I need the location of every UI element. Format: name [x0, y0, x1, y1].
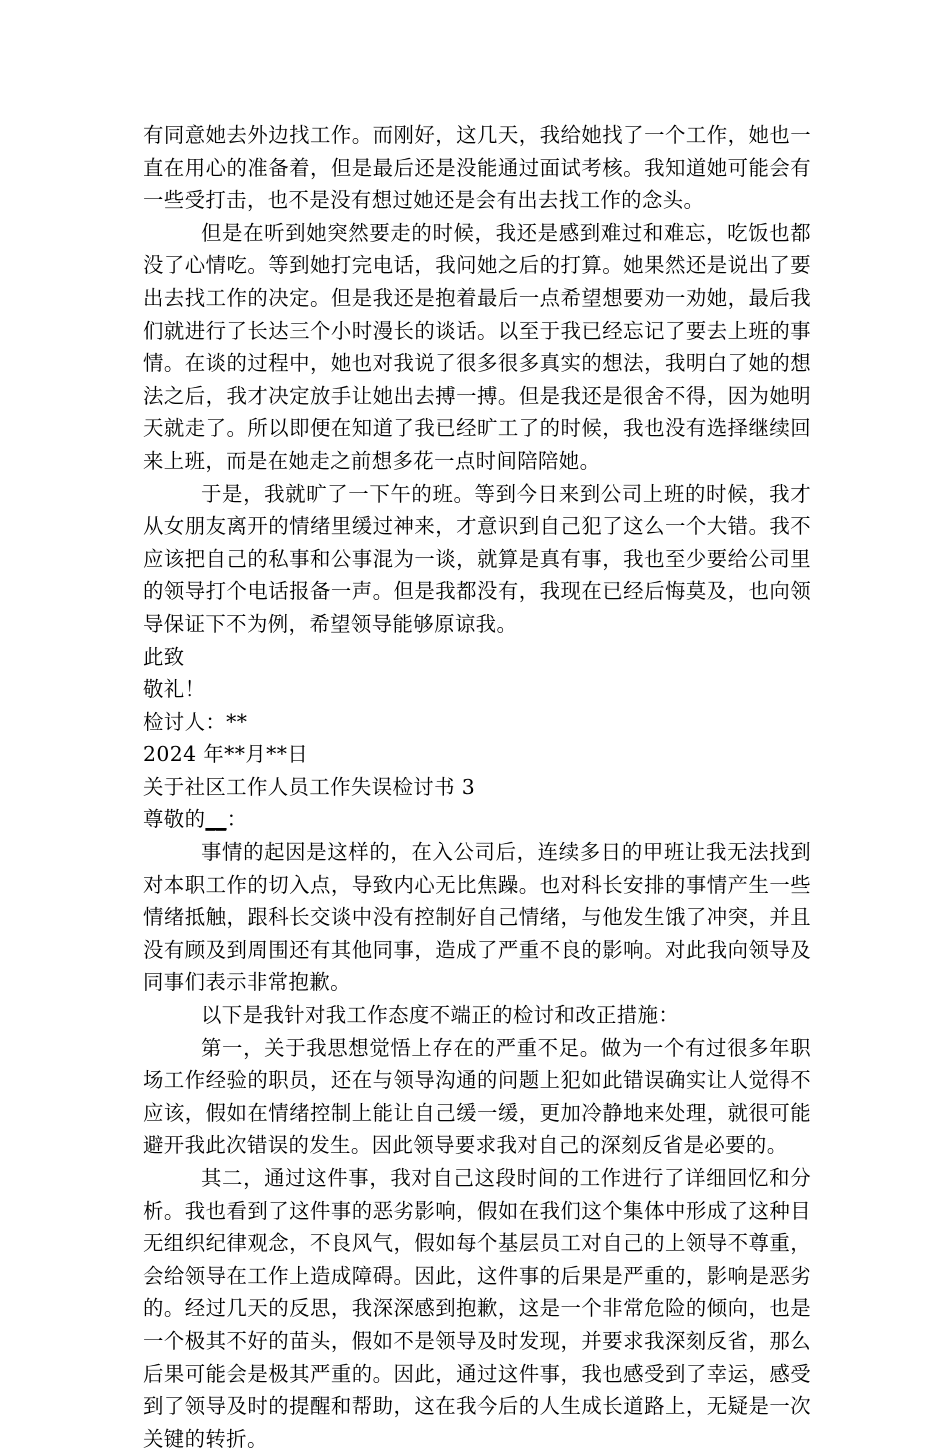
closing-line-1: 此致 — [143, 644, 185, 669]
salutation-prefix: 尊敬的 — [143, 807, 206, 832]
paragraph-first-point: 第一，关于我思想觉悟上存在的严重不足。做为一个有过很多年职场工作经验的职员，还在与领导沟通的问题上犯如此错误确实让人觉得不应该，假如在情绪控制上能让自己缓一缓，更加冷静地来处理，就很可能避开我此次错误的发生。因此领导要求我对自己的深刻反省是必要的。 — [143, 1035, 811, 1158]
paragraph-intro-measures: 以下是我针对我工作态度不端正的检讨和改正措施： — [201, 1003, 680, 1028]
section-title: 关于社区工作人员工作失误检讨书 3 — [143, 774, 476, 799]
salutation-line — [143, 803, 811, 836]
paragraph-cause: 事情的起因是这样的，在入公司后，连续多日的甲班让我无法找到对本职工作的切入点，导致内心无比焦躁。也对科长安排的事情产生一些情绪抵触，跟科长交谈中没有控制好自己情绪，与他发生饿了冲突，并且没有顾及到周围还有其他同事，造成了严重不良的影响。对此我向领导及同事们表示非常抱歉。 — [143, 840, 811, 995]
document-page — [143, 119, 811, 1455]
closing-line-2: 敬礼！ — [143, 677, 206, 702]
paragraph-continuation: 有同意她去外边找工作。而刚好，这几天，我给她找了一个工作，她也一直在用心的准备着，但是最后还是没能通过面试考核。我知道她可能会有一些受打击，也不是没有想过她还是会有出去找工作的念头。 — [143, 123, 811, 213]
salutation-suffix: ： — [226, 807, 248, 832]
paragraph-absence: 于是，我就旷了一下午的班。等到今日来到公司上班的时候，我才从女朋友离开的情绪里缓过神来，才意识到自己犯了这么一个大错。我不应该把自己的私事和公事混为一谈，就算是真有事，我也至少要给公司里的领导打个电话报备一声。但是我都没有，我现在已经后悔莫及，也向领导保证下不为例，希望领导能够原谅我。 — [143, 481, 811, 636]
signer-line: 检讨人：** — [143, 709, 248, 734]
paragraph-second-point: 其二，通过这件事，我对自己这段时间的工作进行了详细回忆和分析。我也看到了这件事的恶劣影响，假如在我们这个集体中形成了这种目无组织纪律观念，不良风气，假如每个基层员工对自己的上领导不尊重，会给领导在工作上造成障碍。因此，这件事的后果是严重的，影响是恶劣的。经过几天的反思，我深深感到抱歉，这是一个非常危险的倾向，也是一个极其不好的苗头，假如不是领导及时发现，并要求我深刻反省，那么后果可能会是极其严重的。因此，通过这件事，我也感受到了幸运，感受到了领导及时的提醒和帮助，这在我今后的人生成长道路上，无疑是一次关键的转折。 — [143, 1166, 811, 1451]
paragraph-feelings: 但是在听到她突然要走的时候，我还是感到难过和难忘，吃饭也都没了心情吃。等到她打完电话，我问她之后的打算。她果然还是说出了要出去找工作的决定。但是我还是抱着最后一点希望想要劝一劝她，最后我们就进行了长达三个小时漫长的谈话。以至于我已经忘记了要去上班的事情。在谈的过程中，她也对我说了很多很多真实的想法，我明白了她的想法之后，我才决定放手让她出去搏一搏。但是我还是很舍不得，因为她明天就走了。所以即便在知道了我已经旷工了的时候，我也没有选择继续回来上班，而是在她走之前想多花一点时间陪陪她。 — [143, 220, 811, 473]
salutation-blank: __ — [205, 807, 227, 832]
date-line: 2024 年**月**日 — [143, 742, 309, 767]
